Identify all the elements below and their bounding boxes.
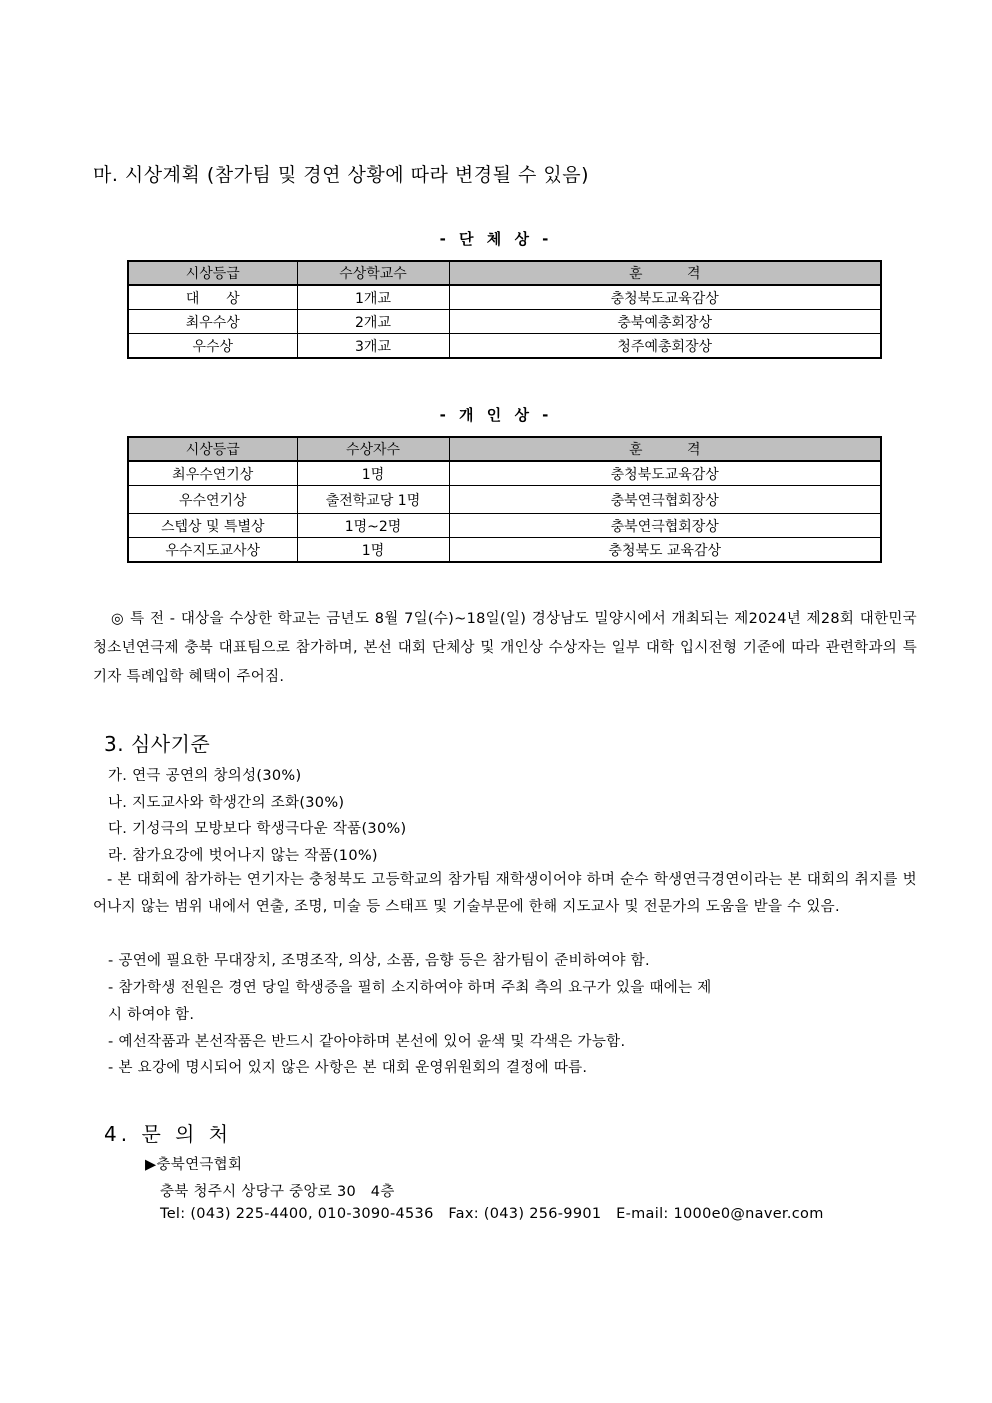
individual-award-caption: - 개 인 상 - — [439, 406, 553, 424]
cell-grade: 최우수연기상 — [128, 461, 297, 486]
criteria-item: 다. 기성극의 모방보다 학생극다운 작품(30%) — [108, 821, 407, 837]
table-row — [128, 538, 881, 563]
contact-address: 충북 청주시 상당구 중앙로 30 4층 — [160, 1184, 395, 1200]
header-count: 수상학교수 — [297, 261, 449, 285]
cell-count: 2개교 — [297, 310, 449, 334]
criteria-note-id-card-cont: 시 하여야 함. — [108, 1007, 195, 1023]
header-grade: 시상등급 — [128, 261, 297, 285]
section-ma-title: 마. 시상계획 (참가팀 및 경연 상황에 따라 변경될 수 있음) — [93, 164, 590, 186]
table-row — [128, 334, 881, 359]
cell-honor: 충북예총회장상 — [449, 310, 881, 334]
cell-honor: 충청북도 교육감상 — [449, 538, 881, 563]
header-count: 수상자수 — [297, 437, 449, 461]
contact-org: ▶충북연극협회 — [145, 1157, 243, 1173]
cell-honor: 충청북도교육감상 — [449, 461, 881, 486]
cell-count: 출전학교당 1명 — [297, 486, 449, 514]
table-row — [128, 461, 881, 486]
group-award-table — [127, 260, 882, 359]
criteria-note-same-work: - 예선작품과 본선작품은 반드시 같아야하며 본선에 있어 윤색 및 각색은 가능함. — [108, 1034, 626, 1050]
individual-award-table — [127, 436, 882, 563]
cell-count: 1개교 — [297, 285, 449, 310]
header-grade: 시상등급 — [128, 437, 297, 461]
cell-grade: 대 상 — [128, 285, 297, 310]
table-header-row — [128, 437, 881, 461]
cell-honor: 충청북도교육감상 — [449, 285, 881, 310]
cell-honor: 청주예총회장상 — [449, 334, 881, 359]
cell-count: 1명 — [297, 461, 449, 486]
criteria-item: 나. 지도교사와 학생간의 조화(30%) — [108, 795, 345, 811]
cell-grade: 우수지도교사상 — [128, 538, 297, 563]
cell-grade: 우수상 — [128, 334, 297, 359]
criteria-item: 라. 참가요강에 벗어나지 않는 작품(10%) — [108, 848, 378, 864]
header-honor: 훈 격 — [449, 437, 881, 461]
table-row — [128, 285, 881, 310]
criteria-note-id-card: - 참가학생 전원은 경연 당일 학생증을 필히 소지하여야 하며 주최 측의 요구가 있을 때에는 제 — [108, 980, 712, 996]
cell-count: 3개교 — [297, 334, 449, 359]
group-award-caption: - 단 체 상 - — [439, 230, 553, 248]
cell-grade: 우수연기상 — [128, 486, 297, 514]
cell-grade: 스텝상 및 특별상 — [128, 514, 297, 538]
cell-honor: 충북연극협회장상 — [449, 486, 881, 514]
table-row — [128, 310, 881, 334]
table-header-row — [128, 261, 881, 285]
special-benefit-note: ◎ 특 전 - 대상을 수상한 학교는 금년도 8월 7일(수)~18일(일) 경상남도 밀양시에서 개최되는 제2024년 제28회 대한민국청소년연극제 충북 대표팀으로 참가하며, 본선 대회 단체상 및 개인상 수상자는 일부 대학 입시전형 기준에 따라 관련학과의 특기자 특례입학 혜택이 주어짐. — [93, 611, 917, 685]
contact-details: Tel: (043) 225-4400, 010-3090-4536 Fax: (043) 256-9901 E-mail: 1000e0@naver.com — [160, 1206, 824, 1222]
cell-grade: 최우수상 — [128, 310, 297, 334]
table-row — [128, 514, 881, 538]
section3-title: 3. 심사기준 — [104, 732, 211, 756]
criteria-item: 가. 연극 공연의 창의성(30%) — [108, 768, 302, 784]
table-row — [128, 486, 881, 514]
cell-count: 1명~2명 — [297, 514, 449, 538]
cell-honor: 충북연극협회장상 — [449, 514, 881, 538]
header-honor: 훈 격 — [449, 261, 881, 285]
cell-count: 1명 — [297, 538, 449, 563]
criteria-note-participants: - 본 대회에 참가하는 연기자는 충청북도 고등학교의 참가팀 재학생이어야 하며 순수 학생연극경연이라는 본 대회의 취지를 벗어나지 않는 범위 내에서 연출, 조명, 미술 등 스태프 및 기술부문에 한해 지도교사 및 전문가의 도움을 받을 수 있음. — [93, 872, 917, 915]
criteria-note-stage: - 공연에 필요한 무대장치, 조명조작, 의상, 소품, 음향 등은 참가팀이 준비하여야 함. — [108, 953, 650, 969]
criteria-note-committee: - 본 요강에 명시되어 있지 않은 사항은 본 대회 운영위원회의 결정에 따름. — [108, 1060, 588, 1076]
section4-title: 4. 문 의 처 — [104, 1122, 233, 1146]
